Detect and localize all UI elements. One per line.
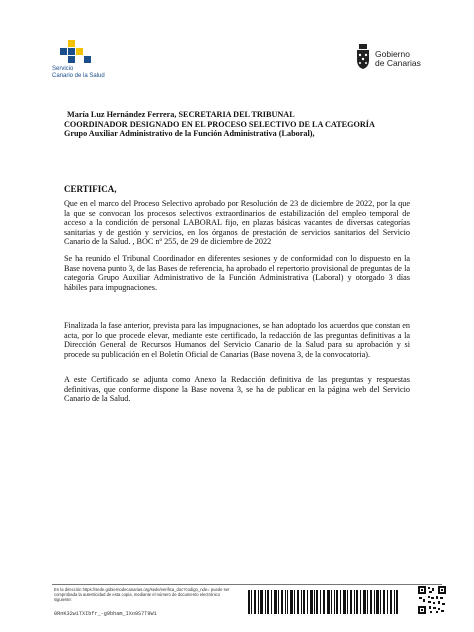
logo-line-canario-salud: Canario de la Salud (52, 73, 105, 79)
canarias-crest-icon (355, 44, 371, 70)
paragraph-4: A este Certificado se adjunta como Anexo la Redacción definitiva de las preguntas y respuestas definitivas, que conforme dispone la Base novena 3, se ha de publicar en la página web del Servicio Canario de la Salud. (64, 375, 410, 404)
intro-line-1: María Luz Hernández Ferrera, SECRETARIA DEL TRIBUNAL (67, 110, 295, 119)
document-code: 0RnK32w1TXIbfr_-g9bham_IXo9S7T9W1 (54, 611, 157, 617)
verification-text: En la dirección https://sede.gobiernodecanarias.org/sede/verifica_doc?codigo_nde= puede ser comprobada la autenticidad de esta copia, mediante el número de documento electrónico siguiente: (54, 587, 230, 602)
logo-line-servicio: Servicio (52, 66, 74, 72)
paragraph-3: Finalizada la fase anterior, prevista para las impugnaciones, se han adoptado los acuerdos que constan en acta, por lo que procede elevar, mediante este certificado, la redacción de las preguntas definitivas a la Dirección General de Recursos Humanos del Servicio Canario de la Salud para su aprobación y si procede su publicación en el Boletín Oficial de Canarias (Base novena 3, de la convocatoria). (64, 321, 410, 359)
signatory-intro (64, 110, 410, 139)
intro-line-3: Grupo Auxiliar Administrativo de la Función Administrativa (Laboral), (64, 129, 315, 139)
qr-code-icon (418, 586, 446, 614)
barcode-icon (248, 590, 398, 614)
paragraph-2: Se ha reunido el Tribunal Coordinador en diferentes sesiones y de conformidad con lo dispuesto en la Base novena punto 3, de las Bases de referencia, ha aprobado el repertorio provisional de preguntas de la categoría Grupo Auxiliar Administrativo de la Función Administrativa (Laboral) y otorgado 3 días hábiles para impugnaciones. (64, 254, 410, 292)
squares-icon (60, 40, 100, 64)
logo-line-de-canarias: de Canarias (375, 58, 421, 68)
footer-divider (52, 584, 442, 585)
verification-footer (52, 584, 442, 618)
servicio-canario-salud-logo (52, 40, 142, 80)
logo-line-gobierno: Gobierno (375, 49, 410, 59)
intro-line-2: COORDINADOR DESIGNADO EN EL PROCESO SELECTIVO DE LA CATEGORÍA (64, 119, 375, 129)
paragraph-1: Que en el marco del Proceso Selectivo aprobado por Resolución de 23 de diciembre de 2022, por la que la que se convocan los procesos selectivos extraordinarios de estabilización del empleo temporal de acceso a la condición de personal LABORAL fijo, en plazas básicas vacantes de diversas categorías sanitarias y de gestión y servicios, en los órganos de prestación de servicios sanitarios del Servicio Canario de la Salud. , BOC nº 255, de 29 de diciembre de 2022 (64, 199, 410, 247)
gobierno-canarias-logo (355, 44, 435, 78)
certifica-heading: CERTIFICA, (64, 184, 117, 194)
